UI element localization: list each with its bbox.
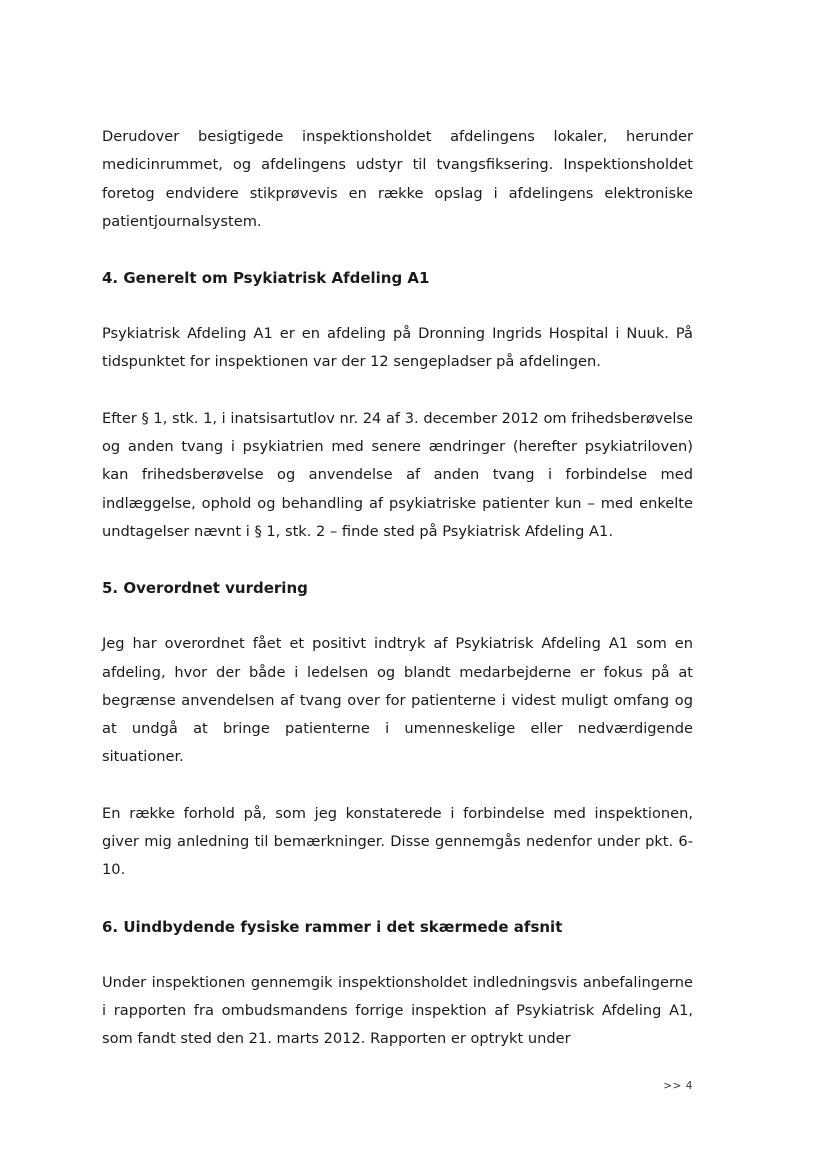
section-4-paragraph-2: Efter § 1, stk. 1, i inatsisartutlov nr. 24 af 3. december 2012 om frihedsberøvelse og anden tvang i psykiatrien med senere ændringer (herefter psykiatriloven) kan frihedsberøvelse og anvendelse af anden tvang i forbindelse med indlæggelse, ophold og behandling af psykiatriske patienter kun – med enkelte undtagelser nævnt i § 1, stk. 2 – finde sted på Psykiatrisk Afdeling A1.	[102, 409, 693, 540]
section-5-paragraph-2: En række forhold på, som jeg konstaterede i forbindelse med inspektionen, giver mig anledning til bemærkninger. Disse gennemgås nedenfor under pkt. 6-10.	[102, 804, 693, 879]
intro-paragraph: Derudover besigtigede inspektionsholdet afdelingens lokaler, herunder medicinrummet, og afdelingens udstyr til tvangsfiksering. Inspektionsholdet foretog endvidere stikprøvevis en række opslag i afdelingens elektroniske patientjournalsystem.	[102, 128, 693, 230]
page-number: >> 4	[663, 1080, 693, 1092]
section-4-paragraph-1: Psykiatrisk Afdeling A1 er en afdeling på Dronning Ingrids Hospital i Nuuk. På tidspunktet for inspektionen var der 12 sengepladser på afdelingen.	[102, 325, 693, 371]
section-6-paragraph-1: Under inspektionen gennemgik inspektionsholdet indledningsvis anbefalingerne i rapporten fra ombudsmandens forrige inspektion af Psykiatrisk Afdeling A1, som fandt sted den 21. marts 2012. Rapporten er optrykt under	[102, 973, 693, 1048]
section-6-heading: 6. Uindbydende fysiske rammer i det skærmede afsnit	[102, 917, 563, 936]
section-5-heading: 5. Overordnet vurdering	[102, 579, 308, 598]
section-4-heading: 4. Generelt om Psykiatrisk Afdeling A1	[102, 269, 430, 288]
section-5-paragraph-1: Jeg har overordnet fået et positivt indtryk af Psykiatrisk Afdeling A1 som en afdeling, hvor der både i ledelsen og blandt medarbejderne er fokus på at begrænse anvendelsen af tvang over for patienterne i videst muligt omfang og at undgå at bringe patienterne i umenneskelige eller nedværdigende situationer.	[102, 635, 693, 766]
document-body	[102, 123, 693, 1054]
